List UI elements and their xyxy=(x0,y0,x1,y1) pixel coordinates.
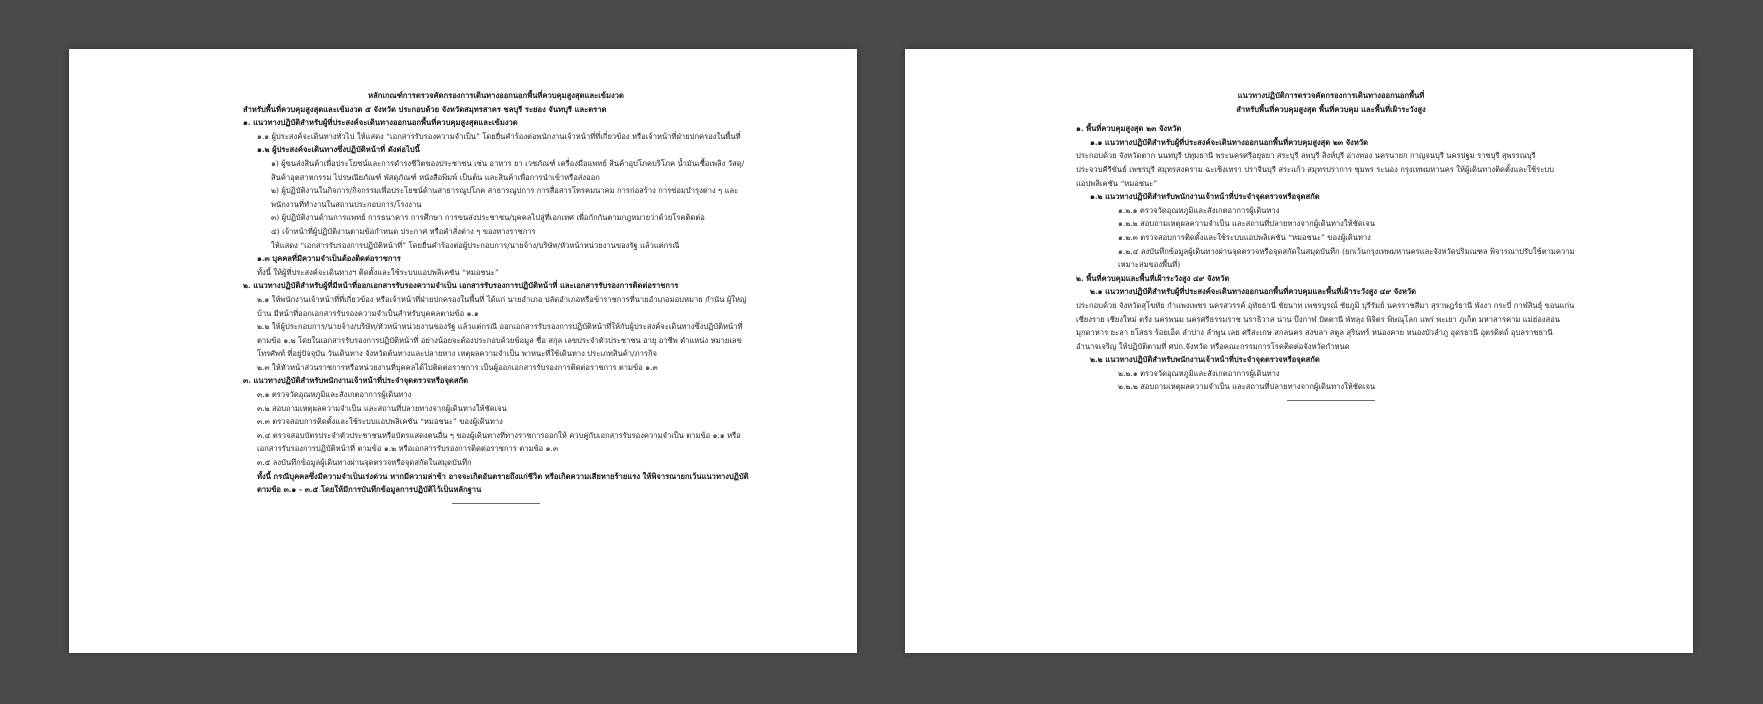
section-heading: ๑. พื้นที่ควบคุมสูงสุด ๒๓ จังหวัด xyxy=(1076,124,1182,134)
paragraph: ประกอบด้วย จังหวัดสุโขทัย กำแพงเพชร นครสวรรค์ อุทัยธานี ชัยนาท เพชรบูรณ์ ชัยภูมิ บุรีรัมย์ นครราชสีมา สุราษฎร์ธานี พังงา กระบี่ กาฬสินธุ์ ขอนแก่น เชียงราย เชียงใหม่ ตรัง นครพนม นครศรีธรรมราช นราธิวาส น่าน บึงกาฬ ปัตตานี พัทลุง พิจิตร พิษณุโลก แพร่ พะเยา ภูเก็ต มหาสารคาม แม่ฮ่องสอน มุกดาหาร ยะลา ยโสธร ร้อยเอ็ด ลำปาง ลำพูน เลย ศรีสะเกษ สกลนคร สงขลา สตูล สุรินทร์ หนองคาย หนองบัวลำภู อุดรธานี อุตรดิตถ์ อุบลราชธานี อำนาจเจริญ ให้ปฏิบัติตามที่ ศปก.จังหวัด หรือคณะกรรมการโรคติดต่อจังหวัดกำหนด xyxy=(1076,300,1575,351)
paragraph: ๑.๒.๔ ลงบันทึกข้อมูลผู้เดินทางผ่านจุดตรวจหรือจุดสกัดในสมุดบันทึก (ยกเว้นกรุงเทพมหานครและจังหวัดปริมณฑล พิจารณาปรับใช้ตามความเหมาะสมของพื้นที่) xyxy=(1118,246,1575,270)
paragraph: ๑.๒ ผู้ประสงค์จะเดินทางซึ่งปฏิบัติหน้าที่ ดังต่อไปนี้ xyxy=(257,145,420,155)
paragraph: ๑.๑ ผู้ประสงค์จะเดินทางทั่วไป ให้แสดง “เอกสารรับรองความจำเป็น” โดยยื่นคำร้องต่อพนักงานเจ้าหน้าที่ที่เกี่ยวข้อง หรือเจ้าหน้าที่ฝ่ายปกครองในพื้นที่ xyxy=(257,131,741,141)
paragraph: ๓.๒ สอบถามเหตุผลความจำเป็น และสถานที่ปลายทางจากผู้เดินทางให้ชัดเจน xyxy=(257,403,507,413)
paragraph: ๑.๓ บุคคลที่มีความจำเป็นต้องติดต่อราชการ xyxy=(257,254,401,264)
page-subtitle: สำหรับพื้นที่ควบคุมสูงสุดและเข้มงวด ๕ จังหวัด ประกอบด้วย จังหวัดสมุทรสาคร ชลบุรี ระยอง จันทบุรี และตราด xyxy=(243,104,607,114)
section-heading: ๑. แนวทางปฏิบัติสำหรับผู้ที่ประสงค์จะเดินทางออกนอกพื้นที่ควบคุมสูงสุดและเข้มงวด xyxy=(243,118,518,128)
section-heading: ๓. แนวทางปฏิบัติสำหรับพนักงานเจ้าหน้าที่ประจำจุดตรวจหรือจุดสกัด xyxy=(243,376,468,386)
end-rule xyxy=(452,503,540,504)
paragraph: ๔) เจ้าหน้าที่ผู้ปฏิบัติงานตามข้อกำหนด ประกาศ หรือคำสั่งต่าง ๆ ของทางราชการ xyxy=(271,226,536,236)
paragraph: ๓) ผู้ปฏิบัติงานด้านการแพทย์ การธนาคาร การศึกษา การขนส่งประชาชน/บุคคลไปสู่ที่เอกเทศ เพื่อกักกันตามกฎหมายว่าด้วยโรคติดต่อ xyxy=(271,213,705,223)
paragraph: ๓.๑ ตรวจวัดอุณหภูมิและสังเกตอาการผู้เดินทาง xyxy=(257,390,412,400)
paragraph: ๑.๑ แนวทางปฏิบัติสำหรับผู้ที่ประสงค์จะเดินทางออกนอกพื้นที่ควบคุมสูงสุด ๒๓ จังหวัด xyxy=(1090,137,1369,147)
section-heading: ๒. พื้นที่ควบคุมและพื้นที่เฝ้าระวังสูง ๔๙ จังหวัด xyxy=(1076,273,1230,283)
paragraph: ประกอบด้วย จังหวัดตาก นนทบุรี ปทุมธานี พระนครศรีอยุธยา สระบุรี ลพบุรี สิงห์บุรี อ่างทอง นครนายก กาญจนบุรี นครปฐม ราชบุรี สุพรรณบุรี ประจวบคีรีขันธ์ เพชรบุรี สมุทรสงคราม ฉะเชิงเทรา ปราจีนบุรี สระแก้ว สมุทรปราการ ชุมพร ระนอง กรุงเทพมหานคร ให้ผู้เดินทางติดตั้งและใช้ระบบแอปพลิเคชัน “หมอชนะ” xyxy=(1076,151,1554,188)
paragraph: ๑.๒ แนวทางปฏิบัติสำหรับพนักงานเจ้าหน้าที่ประจำจุดตรวจหรือจุดสกัด xyxy=(1090,192,1320,202)
paragraph: ๒) ผู้ปฏิบัติงานในกิจการ/กิจกรรมเพื่อประโยชน์ด้านสาธารณูปโภค สาธารณูปการ การสื่อสารโทรคมนาคม การก่อสร้าง การซ่อมบำรุงต่าง ๆ และพนักงานที่ทำงานในสถานประกอบการ/โรงงาน xyxy=(271,186,739,209)
paragraph: ๑.๒.๒ สอบถามเหตุผลความจำเป็น และสถานที่ปลายทางจากผู้เดินทางให้ชัดเจน xyxy=(1118,219,1375,229)
page-subtitle: สำหรับพื้นที่ควบคุมสูงสุด พื้นที่ควบคุม และพื้นที่เฝ้าระวังสูง xyxy=(1236,104,1426,114)
page-content xyxy=(1076,89,1586,401)
section-heading: ๒. แนวทางปฏิบัติสำหรับผู้ที่มีหน้าที่ออกเอกสารรับรองความจำเป็น เอกสารรับรองการปฏิบัติหน้าที่ และเอกสารรับรองการติดต่อราชการ xyxy=(243,281,679,291)
paragraph: ให้แสดง “เอกสารรับรองการปฏิบัติหน้าที่” โดยยื่นคำร้องต่อผู้ประกอบการ/นายจ้าง/บริษัท/หัวหน้าหน่วยงานของรัฐ แล้วแต่กรณี xyxy=(271,240,680,250)
paragraph: ๑) ผู้ขนส่งสินค้าเพื่อประโยชน์และการดำรงชีวิตของประชาชน เช่น อาหาร ยา เวชภัณฑ์ เครื่องมือแพทย์ สินค้าอุปโภคบริโภค น้ำมันเชื้อเพลิง วัสดุ/สินค้าอุตสาหกรรม ไปรษณียภัณฑ์ พัสดุภัณฑ์ หนังสือพิมพ์ เป็นต้น และสินค้าเพื่อการนำเข้าหรือส่งออก xyxy=(271,158,745,182)
document-page-right xyxy=(905,49,1693,653)
paragraph: ๑.๒.๑ ตรวจวัดอุณหภูมิและสังเกตอาการผู้เดินทาง xyxy=(1118,205,1280,215)
paragraph: ๒.๓ ให้หัวหน้าส่วนราชการหรือหน่วยงานที่บุคคลได้ไปติดต่อราชการ เป็นผู้ออกเอกสารรับรองการติดต่อราชการ ตามข้อ ๑.๓ xyxy=(257,362,658,372)
paragraph: ๓.๕ ลงบันทึกข้อมูลผู้เดินทางผ่านจุดตรวจหรือจุดสกัดในสมุดบันทึก xyxy=(257,458,472,468)
page-title: แนวทางปฏิบัติการตรวจคัดกรองการเดินทางออกนอกพื้นที่ xyxy=(1237,91,1425,100)
paragraph: ๒.๑ ให้พนักงานเจ้าหน้าที่ที่เกี่ยวข้อง หรือเจ้าหน้าที่ฝ่ายปกครองในพื้นที่ ได้แก่ นายอำเภอ ปลัดอำเภอหรือข้าราชการที่นายอำเภอมอบหมาย กำนัน ผู้ใหญ่บ้าน มีหน้าที่ออกเอกสารรับรองความจำเป็นสำหรับบุคคลตามข้อ ๑.๑ xyxy=(257,294,747,318)
paragraph: ๒.๒ แนวทางปฏิบัติสำหรับพนักงานเจ้าหน้าที่ประจำจุดตรวจหรือจุดสกัด xyxy=(1090,355,1320,365)
paragraph: ทั้งนี้ ให้ผู้ที่ประสงค์จะเดินทางฯ ติดตั้งและใช้ระบบแอปพลิเคชัน “หมอชนะ” xyxy=(257,267,499,277)
paragraph: ๒.๒.๒ สอบถามเหตุผลความจำเป็น และสถานที่ปลายทางจากผู้เดินทางให้ชัดเจน xyxy=(1118,382,1376,392)
paragraph: ๒.๑ แนวทางปฏิบัติสำหรับผู้ที่ประสงค์จะเดินทางออกนอกพื้นที่ควบคุมและพื้นที่เฝ้าระวังสูง ๔๙ จังหวัด xyxy=(1090,287,1417,297)
paragraph: ๓.๓ ตรวจสอบการติดตั้งและใช้ระบบแอปพลิเคชัน “หมอชนะ” ของผู้เดินทาง xyxy=(257,417,503,427)
paragraph: ๒.๒ ให้ผู้ประกอบการ/นายจ้าง/บริษัท/หัวหน้าหน่วยงานของรัฐ แล้วแต่กรณี ออกเอกสารรับรองการปฏิบัติหน้าที่ให้กับผู้ประสงค์จะเดินทางซึ่งปฏิบัติหน้าที่ ตามข้อ ๑.๒ โดยในเอกสารรับรองการปฏิบัติหน้าที่ อย่างน้อยจะต้องประกอบด้วยข้อมูล ชื่อ สกุล เลขประจำตัวประชาชน อายุ อาชีพ ตำแหน่ง หมายเลขโทรศัพท์ ที่อยู่ปัจจุบัน วันเดินทาง จังหวัดต้นทางและปลายทาง เหตุผลความจำเป็น พาหนะที่ใช้เดินทาง ประเภทสินค้า/ภารกิจ xyxy=(257,322,743,359)
page-content xyxy=(243,89,749,504)
end-rule xyxy=(1287,400,1375,401)
closing-paragraph: ทั้งนี้ กรณีบุคคลซึ่งมีความจำเป็นเร่งด่วน หากมีความล่าช้า อาจจะเกิดอันตรายถึงแก่ชีวิต หรือเกิดความเสียหายร้ายแรง ให้พิจารณายกเว้นแนวทางปฏิบัติ ตามข้อ ๓.๑ - ๓.๕ โดยให้มีการบันทึกข้อมูลการปฏิบัติไว้เป็นหลักฐาน xyxy=(257,471,749,495)
document-page-left xyxy=(69,49,857,653)
page-title: หลักเกณฑ์การตรวจคัดกรองการเดินทางออกนอกพื้นที่ควบคุมสูงสุดและเข้มงวด xyxy=(368,91,624,100)
paragraph: ๑.๒.๓ ตรวจสอบการติดตั้งและใช้ระบบแอปพลิเคชัน “หมอชนะ” ของผู้เดินทาง xyxy=(1118,232,1371,242)
paragraph: ๓.๔ ตรวจสอบบัตรประจำตัวประชาชนหรือบัตรแสดงตนอื่น ๆ ของผู้เดินทางที่ทางราชการออกให้ ควบคู่กับเอกสารรับรองความจำเป็น ตามข้อ ๑.๑ หรือเอกสารรับรองการปฏิบัติหน้าที่ ตามข้อ ๑.๒ หรือเอกสารรับรองการติดต่อราชการ ตามข้อ ๑.๓ xyxy=(257,430,741,454)
paragraph: ๒.๒.๑ ตรวจวัดอุณหภูมิและสังเกตอาการผู้เดินทาง xyxy=(1118,368,1280,378)
